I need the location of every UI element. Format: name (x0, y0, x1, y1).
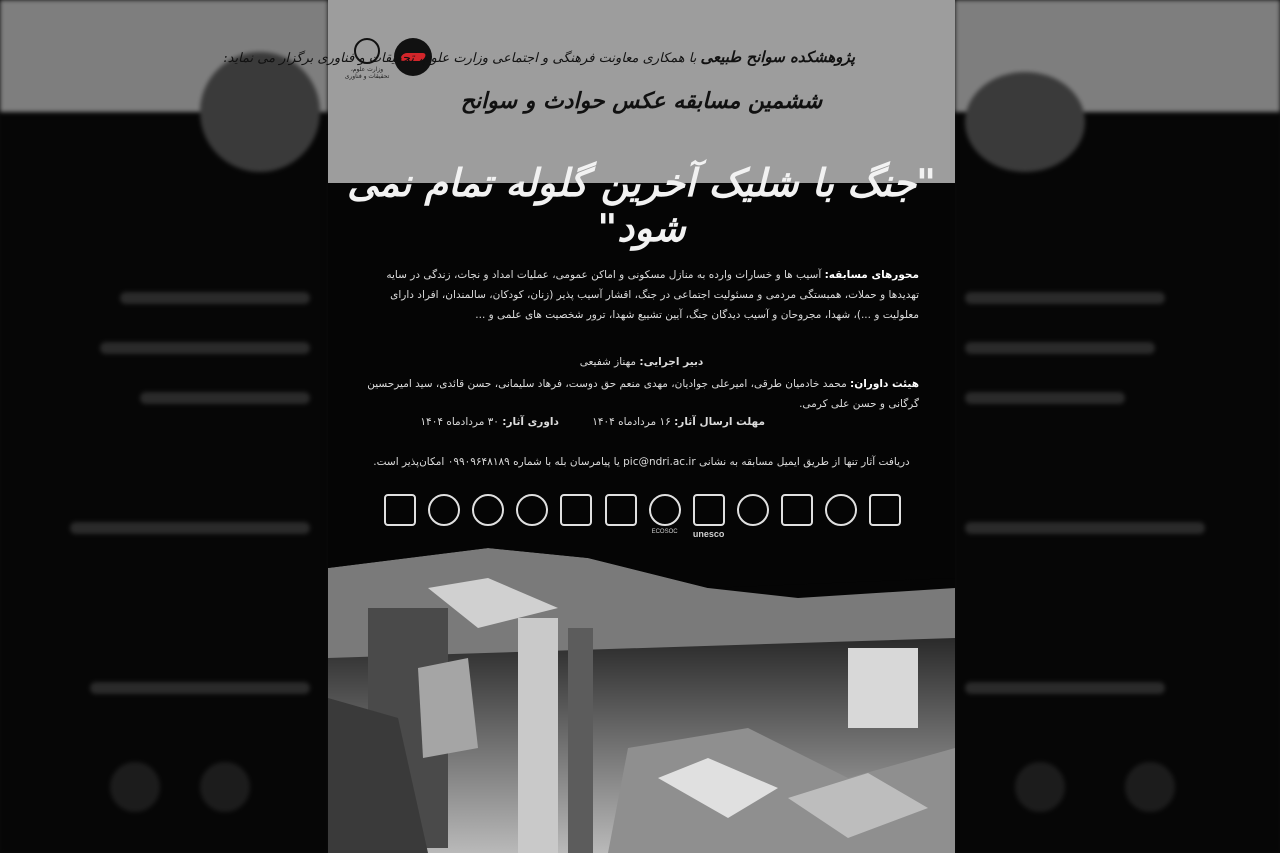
topics-section (359, 265, 919, 325)
deadline-row (390, 416, 765, 428)
poster-main-title: "جنگ با شلیک آخرین گلوله تمام نمی شود" (347, 160, 936, 250)
blurred-background-right (955, 0, 1280, 853)
topics-text: آسیب ها و خسارات وارده به منازل مسکونی و اماکن عمومی، عملیات امداد و نجات، زندگی در سایه تهدیدها و حملات، همبستگی مردمی و مسئولیت اجتماعی در جنگ، اقشار آسیب پذیر (زنان، کودکان، سالمندان، افراد دارای معلولیت و ...)، شهدا، مجروحان و آسیب دیدگان جنگ، آیین تشییع شهدا، ترور شخصیت های علمی و ... (386, 269, 919, 321)
secretary-line (328, 356, 955, 368)
partner-logo (424, 494, 464, 540)
iran-emblem-icon (516, 494, 548, 526)
jury-label: هیئت داوران: (850, 378, 919, 390)
ecosoc-caption: ECOSOC (651, 529, 678, 535)
un-emblem-icon (649, 494, 681, 526)
partner-square-icon (605, 494, 637, 526)
partner-logo (821, 494, 861, 540)
secretary-name: مهناز شفیعی (579, 356, 637, 368)
ministry-emblem: وزارت علوم، تحقیقات و فناوری (344, 38, 390, 80)
competition-poster (223, 0, 955, 853)
partner-logo (777, 494, 817, 540)
partner-logo (601, 494, 641, 540)
judging-date-label: داوری آثار: (502, 416, 559, 428)
partner-tree-icon (869, 494, 901, 526)
secretary-label: دبیر اجرایی: (639, 356, 704, 368)
partner-flower-icon (825, 494, 857, 526)
partner-logos (380, 494, 905, 540)
partner-logo (645, 494, 685, 540)
submission-deadline (592, 416, 765, 428)
partner-logo (689, 494, 729, 540)
partner-triangle-icon (560, 494, 592, 526)
ministry-emblem-icon (472, 494, 504, 526)
unesco-caption: unesco (692, 529, 725, 539)
unesco-logo-icon (693, 494, 725, 526)
partner-emblem-icon (428, 494, 460, 526)
poster-header (223, 18, 955, 80)
header-org-line (223, 48, 855, 66)
partner-logo (556, 494, 596, 540)
partner-logo (380, 494, 420, 540)
topics-label: محورهای مسابقه: (824, 269, 919, 281)
partner-swirl-icon (737, 494, 769, 526)
poster-subtitle: ششمین مسابقه عکس حوادث و سوانح (460, 88, 823, 114)
partner-logo (468, 494, 508, 540)
blurred-background-left (0, 0, 328, 853)
org-name: پژوهشکده سوانح طبیعی (700, 48, 855, 66)
partner-logo (865, 494, 905, 540)
partner-logo (733, 494, 773, 540)
judging-date (420, 416, 558, 428)
partner-logo (512, 494, 552, 540)
judging-date-value: ۳۰ مردادماه ۱۴۰۴ (420, 416, 499, 428)
submission-deadline-label: مهلت ارسال آثار: (674, 416, 765, 428)
destroyed-building-photo (328, 548, 955, 853)
org-collaboration: با همکاری معاونت فرهنگی و اجتماعی وزارت علوم، تحقیقات و فناوری برگزار می نماید: (223, 51, 697, 66)
submission-deadline-date: ۱۶ مردادماه ۱۴۰۴ (592, 416, 671, 428)
submission-info: دریافت آثار تنها از طریق ایمیل مسابقه به نشانی pic@ndri.ac.ir یا پیامرسان بله با شماره ۰۹۹۰۹۶۴۸۱۸۹ امکان‌پذیر است. (373, 456, 910, 468)
institute-emblem-icon (384, 494, 416, 526)
jury-section (359, 374, 919, 414)
partner-mountain-icon (781, 494, 813, 526)
jury-names: محمد خادمیان طرقی، امیرعلی جوادیان، مهدی منعم حق دوست، فرهاد سلیمانی، حسن قائدی، سید امیرحسین گرگانی و حسن علی کرمی. (367, 378, 919, 410)
